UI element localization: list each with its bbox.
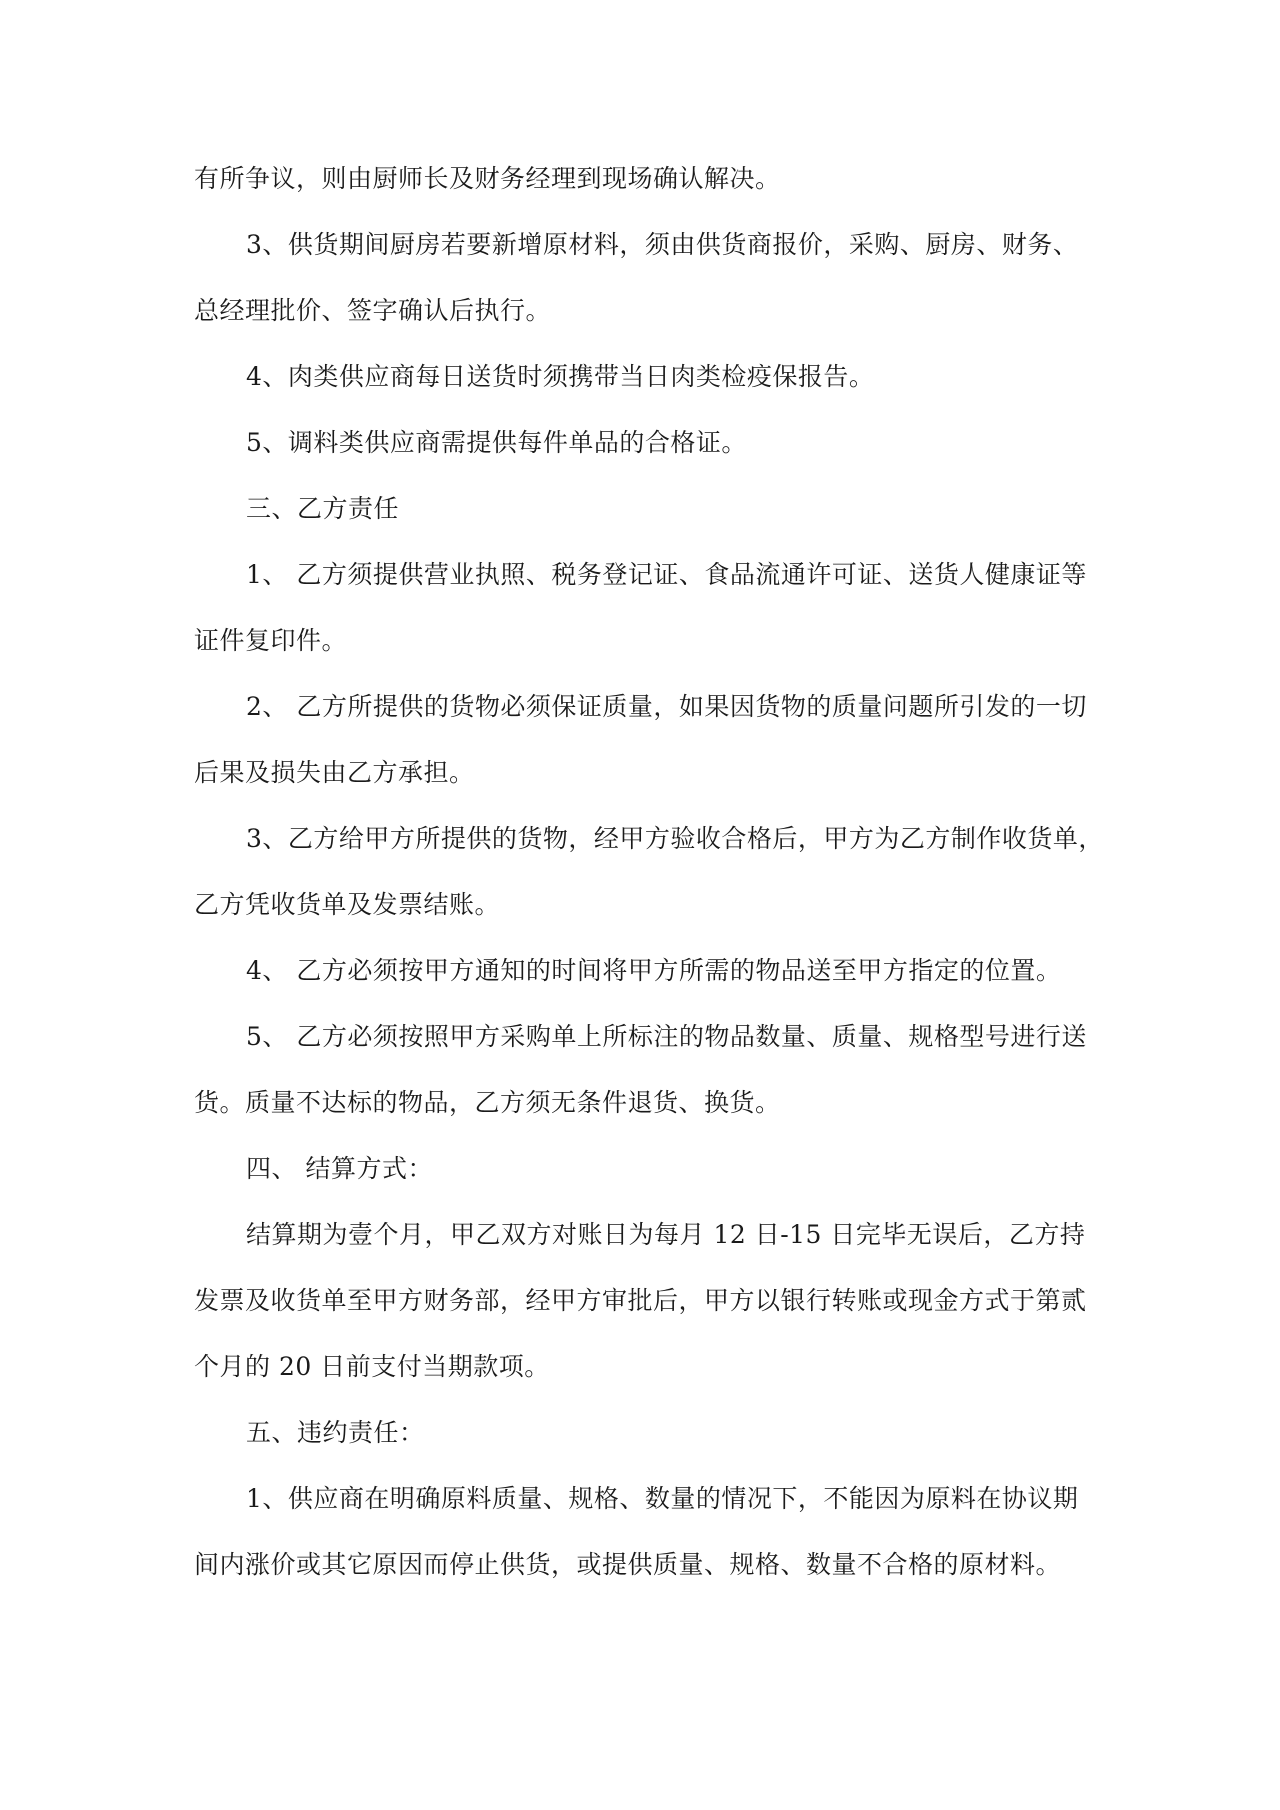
text-line-continuation: 有所争议，则由厨师长及财务经理到现场确认解决。 — [194, 164, 781, 193]
clause-2-3: 3、供货期间厨房若要新增原材料，须由供货商报价，采购、厨房、财务、 — [246, 230, 1079, 259]
clause-3-3-continuation: 乙方凭收货单及发票结账。 — [194, 890, 501, 919]
settlement-paragraph: 结算期为壹个月，甲乙双方对账日为每月 12 日-15 日完毕无误后，乙方持 — [246, 1220, 1086, 1249]
clause-2-4: 4、肉类供应商每日送货时须携带当日肉类检疫保报告。 — [246, 362, 875, 391]
clause-3-3: 3、乙方给甲方所提供的货物，经甲方验收合格后，甲方为乙方制作收货单， — [246, 824, 1104, 853]
settlement-paragraph-line-3: 个月的 20 日前支付当期款项。 — [194, 1352, 550, 1381]
clause-3-1-continuation: 证件复印件。 — [194, 626, 348, 655]
clause-3-1: 1、 乙方须提供营业执照、税务登记证、食品流通许可证、送货人健康证等 — [246, 560, 1087, 589]
clause-3-2: 2、 乙方所提供的货物必须保证质量，如果因货物的质量问题所引发的一切 — [246, 692, 1087, 721]
clause-5-1-continuation: 间内涨价或其它原因而停止供货，或提供质量、规格、数量不合格的原材料。 — [194, 1550, 1062, 1579]
clause-3-4: 4、 乙方必须按甲方通知的时间将甲方所需的物品送至甲方指定的位置。 — [246, 956, 1062, 985]
section-heading-5: 五、违约责任： — [246, 1418, 425, 1447]
clause-3-5-continuation: 货。质量不达标的物品，乙方须无条件退货、换货。 — [194, 1088, 781, 1117]
settlement-paragraph-line-2: 发票及收货单至甲方财务部，经甲方审批后，甲方以银行转账或现金方式于第贰 — [194, 1286, 1087, 1315]
clause-5-1: 1、供应商在明确原料质量、规格、数量的情况下，不能因为原料在协议期 — [246, 1484, 1079, 1513]
clause-3-5: 5、 乙方必须按照甲方采购单上所标注的物品数量、质量、规格型号进行送 — [246, 1022, 1087, 1051]
clause-3-2-continuation: 后果及损失由乙方承担。 — [194, 758, 475, 787]
section-heading-4: 四、 结算方式： — [246, 1154, 433, 1183]
clause-2-3-continuation: 总经理批价、签字确认后执行。 — [194, 296, 552, 325]
clause-2-5: 5、调料类供应商需提供每件单品的合格证。 — [246, 428, 747, 457]
section-heading-3: 三、乙方责任 — [246, 494, 400, 523]
